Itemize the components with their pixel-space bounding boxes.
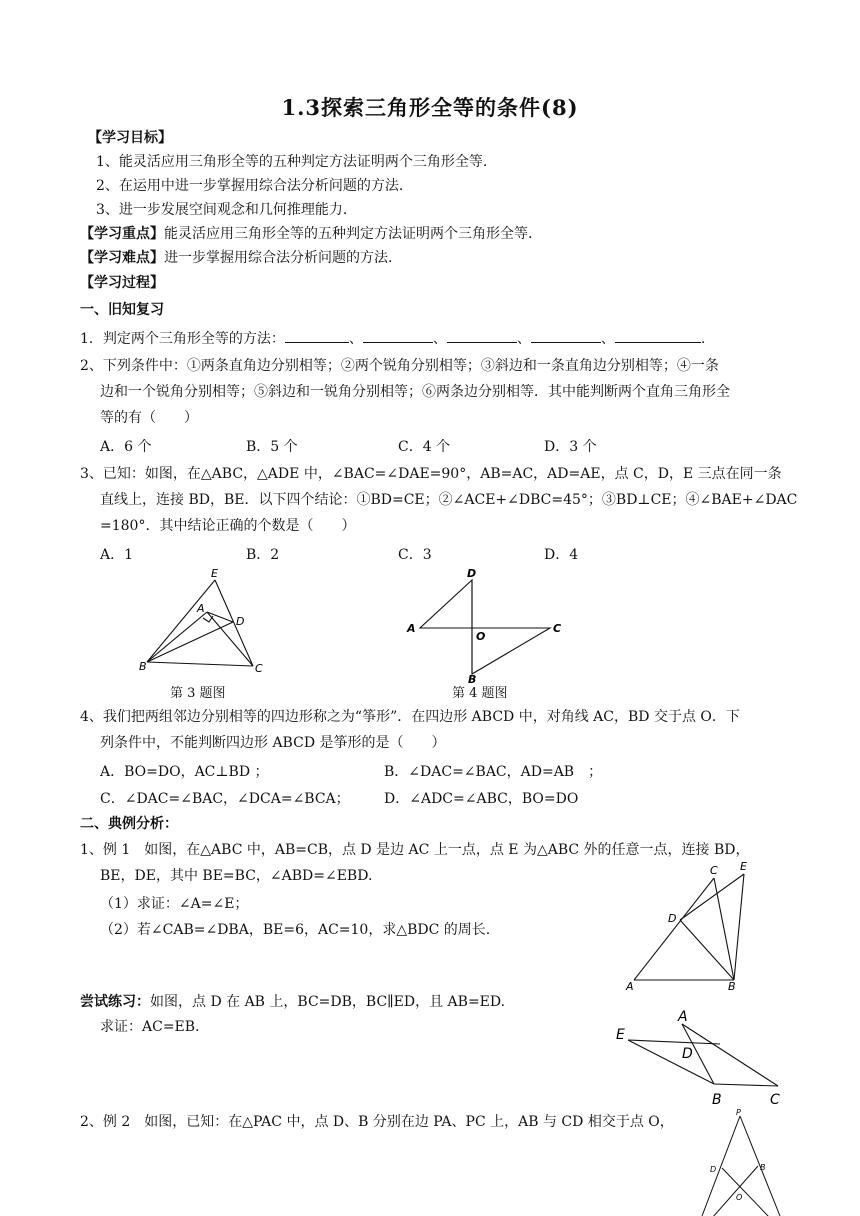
example-1-part-2: （2）若∠CAB=∠DBA，BE=6，AC=10，求△BDC 的周长.: [100, 922, 491, 938]
ex2-label-p: P: [736, 1108, 741, 1117]
difficulty: [80, 248, 392, 268]
example-1-part-1: （1）求证：∠A=∠E；: [100, 896, 249, 912]
answer-blank-3[interactable]: [447, 328, 517, 343]
question-2-line-1: 2、下列条件中：①两条直角边分别相等；②两个锐角分别相等；③斜边和一条直角边分别相等；④一条: [80, 358, 719, 374]
difficulty-text: 进一步掌握用综合法分析问题的方法.: [164, 250, 393, 266]
question-2-line-2: 边和一个锐角分别相等；⑤斜边和一锐角分别相等；⑥两条边分别相等．其中能判断两个直角三角形全: [100, 384, 730, 400]
ex1-label-d: D: [668, 912, 677, 925]
q2-option-b: B．5 个: [246, 439, 298, 455]
practice-label: 尝试练习：: [80, 994, 150, 1010]
practice-prove: 求证：AC=EB.: [100, 1019, 200, 1035]
section2-heading: 二、典例分析：: [80, 816, 178, 832]
question-4-line-1: 4、我们把两组邻边分别相等的四边形称之为“筝形”．在四边形 ABCD 中，对角线 AC，BD 交于点 O．下: [80, 709, 740, 725]
question-1: [80, 328, 705, 349]
separator: 、: [348, 331, 363, 347]
q4-option-a: A．BO=DO，AC⊥BD ；: [100, 764, 269, 780]
question-1-text: 1．判定两个三角形全等的方法：: [80, 331, 285, 347]
question-2-line-3: 等的有（ ）: [100, 410, 198, 426]
fig4-label-c: C: [553, 622, 562, 635]
figure-3-triangles: [135, 566, 275, 678]
practice-text: 如图，点 D 在 AB 上，BC=DB，BC∥ED，且 AB=ED.: [150, 994, 506, 1010]
figure-4-kite: [400, 566, 575, 684]
figure-3-caption: 第 3 题图: [170, 686, 226, 701]
ex2-label-b: B: [760, 1163, 766, 1172]
example-1-line-2: BE，DE，其中 BE=BC，∠ABD=∠EBD.: [100, 868, 373, 884]
figure-4-caption: 第 4 题图: [452, 686, 508, 701]
practice-label-a: A: [678, 1009, 688, 1025]
fig4-label-o: O: [476, 630, 486, 643]
practice-label-e: E: [616, 1027, 625, 1043]
example-1-line-1: 1、例 1 如图，在△ABC 中，AB=CB，点 D 是边 AC 上一点，点 E 为△ABC 外的任意一点，连接 BD，: [80, 842, 750, 858]
q3-option-b: B．2: [246, 547, 280, 563]
fig3-label-b: B: [139, 660, 147, 673]
ex2-label-o: O: [736, 1193, 743, 1202]
q4-option-b: B．∠DAC=∠BAC，AD=AB ；: [384, 764, 603, 780]
end-mark: .: [700, 331, 706, 347]
fig4-label-b: B: [468, 673, 477, 684]
q3-option-a: A．1: [100, 547, 134, 563]
fig4-label-a: A: [407, 622, 416, 635]
difficulty-label: 【学习难点】: [80, 250, 164, 266]
q2-option-c: C．4 个: [398, 439, 451, 455]
q3-option-d: D．4: [544, 547, 579, 563]
question-4-line-2: 列条件中，不能判断四边形 ABCD 是筝形的是（ ）: [100, 735, 446, 751]
answer-blank-5[interactable]: [615, 328, 701, 343]
ex2-label-d: D: [710, 1165, 717, 1174]
question-3-line-2: 直线上，连接 BD，BE．以下四个结论：①BD=CE；②∠ACE+∠DBC=45°；③BD⊥CE；④∠BAE+∠DAC: [100, 492, 798, 508]
ex1-label-e: E: [740, 860, 747, 873]
practice-label-b: B: [712, 1092, 722, 1108]
fig3-label-a: A: [197, 602, 205, 615]
objective-item-2: 2、在运用中进一步掌握用综合法分析问题的方法.: [96, 178, 404, 194]
q4-option-d: D．∠ADC=∠ABC，BO=DO: [384, 791, 579, 807]
answer-blank-2[interactable]: [363, 328, 433, 343]
section1-heading: 一、旧知复习: [80, 302, 164, 318]
practice-label-c: C: [770, 1092, 780, 1108]
question-3-line-3: =180°．其中结论正确的个数是（ ）: [100, 518, 356, 534]
example-2-figure: [696, 1106, 792, 1216]
key-point-label: 【学习重点】: [80, 226, 164, 242]
q2-option-d: D．3 个: [544, 439, 597, 455]
practice-figure: [610, 1008, 790, 1110]
example-2-line-1: 2、例 2 如图，已知：在△PAC 中，点 D、B 分别在边 PA、PC 上，AB 与 CD 相交于点 O，: [80, 1114, 674, 1130]
q2-option-a: A．6 个: [100, 439, 152, 455]
separator: 、: [516, 331, 531, 347]
key-point: [80, 224, 532, 244]
q4-option-c: C．∠DAC=∠BAC，∠DCA=∠BCA；: [100, 791, 350, 807]
ex1-label-a: A: [626, 980, 634, 993]
question-3-line-1: 3、已知：如图，在△ABC，△ADE 中，∠BAC=∠DAE=90°，AB=AC，AD=AE，点 C，D，E 三点在同一条: [80, 466, 782, 482]
fig3-label-e: E: [211, 567, 218, 580]
separator: 、: [432, 331, 447, 347]
fig4-label-d: D: [467, 567, 477, 580]
process-heading: 【学习过程】: [80, 275, 164, 291]
answer-blank-1[interactable]: [285, 328, 349, 343]
separator: 、: [600, 331, 615, 347]
ex1-label-c: C: [710, 864, 718, 877]
practice-label-d: D: [682, 1046, 693, 1062]
practice-statement: [80, 992, 505, 1012]
objectives-heading: 【学习目标】: [88, 130, 172, 146]
example-1-figure: [620, 858, 760, 996]
fig3-label-d: D: [236, 615, 245, 628]
answer-blank-4[interactable]: [531, 328, 601, 343]
page-title: 1.3探索三角形全等的条件(8): [281, 95, 579, 120]
fig3-label-c: C: [255, 662, 263, 675]
q3-option-c: C．3: [398, 547, 432, 563]
objective-item-1: 1、能灵活应用三角形全等的五种判定方法证明两个三角形全等.: [96, 154, 488, 170]
objective-item-3: 3、进一步发展空间观念和几何推理能力.: [96, 202, 348, 218]
key-point-text: 能灵活应用三角形全等的五种判定方法证明两个三角形全等.: [164, 226, 533, 242]
ex1-label-b: B: [728, 980, 736, 993]
